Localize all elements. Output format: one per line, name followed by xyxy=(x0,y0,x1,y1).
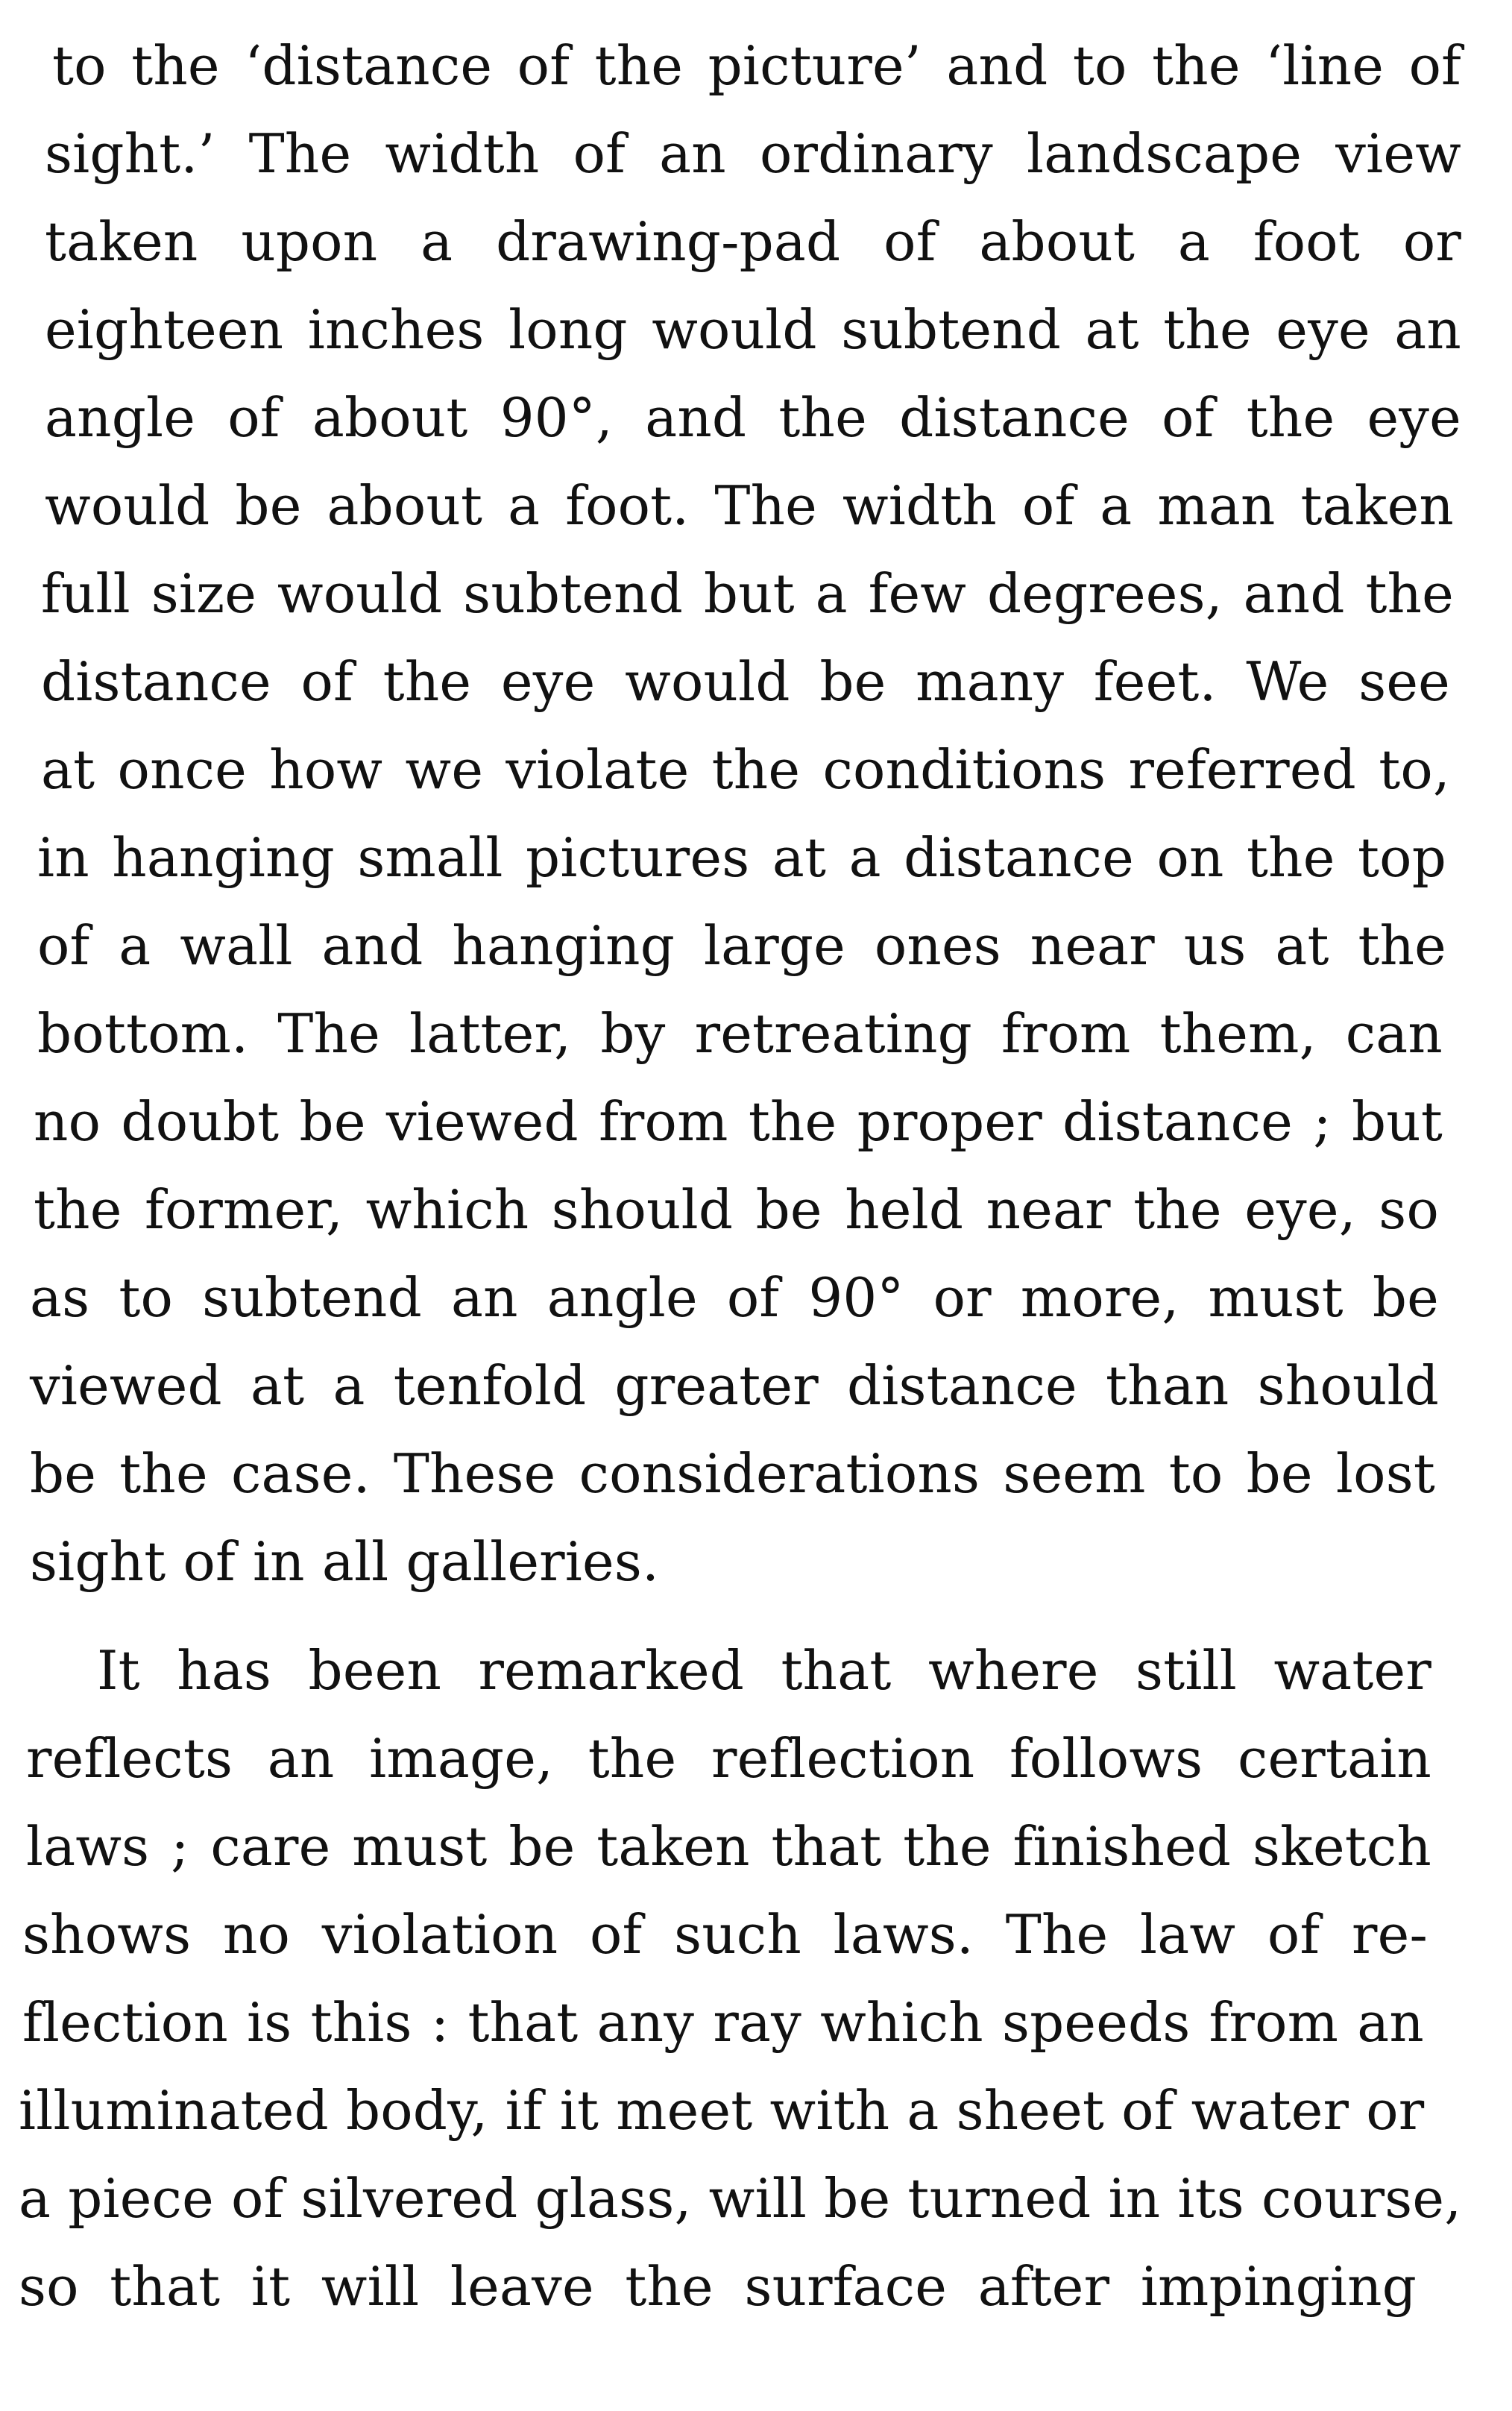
text-line: would be about a foot. The width of a man taken xyxy=(45,474,1454,537)
text-line: eighteen inches long would subtend at the eye an xyxy=(45,298,1461,361)
text-line: at once how we violate the conditions referred to, xyxy=(41,738,1450,801)
text-line: be the case. These considerations seem to be lost xyxy=(30,1442,1435,1505)
text-line: as to subtend an angle of 90° or more, must be xyxy=(30,1266,1439,1329)
text-line: a piece of silvered glass, will be turned in its course, xyxy=(19,2167,1462,2230)
text-line: viewed at a tenfold greater distance than should xyxy=(30,1354,1439,1417)
text-line: of a wall and hanging large ones near us at the xyxy=(37,914,1446,977)
text-line: shows no violation of such laws. The law of re- xyxy=(22,1903,1428,1966)
text-line: no doubt be viewed from the proper distance ; but xyxy=(34,1090,1443,1153)
text-line: sight of in all galleries. xyxy=(30,1530,660,1593)
text-line: illuminated body, if it meet with a sheet of water or xyxy=(19,2079,1425,2142)
text-line: flection is this : that any ray which speeds from an xyxy=(22,1991,1424,2054)
text-line: laws ; care must be taken that the finished sketch xyxy=(26,1815,1431,1878)
text-line: angle of about 90°, and the distance of the eye xyxy=(45,386,1461,449)
text-line: in hanging small pictures at a distance on the top xyxy=(37,826,1446,889)
text-line: bottom. The latter, by retreating from them, can xyxy=(37,1002,1443,1065)
text-line: full size would subtend but a few degrees, and the xyxy=(41,562,1454,625)
text-line: It has been remarked that where still water xyxy=(97,1639,1431,1702)
text-line: the former, which should be held near the eye, so xyxy=(34,1178,1439,1241)
text-line: taken upon a drawing-pad of about a foot or xyxy=(45,210,1461,273)
text-line: to the ‘distance of the picture’ and to the ‘line of xyxy=(52,34,1461,97)
text-line: distance of the eye would be many feet. We see xyxy=(41,650,1450,713)
text-line: sight.’ The width of an ordinary landscape view xyxy=(45,122,1461,185)
text-line: reflects an image, the reflection follows certain xyxy=(26,1727,1431,1790)
text-line: so that it will leave the surface after impinging xyxy=(19,2255,1417,2318)
